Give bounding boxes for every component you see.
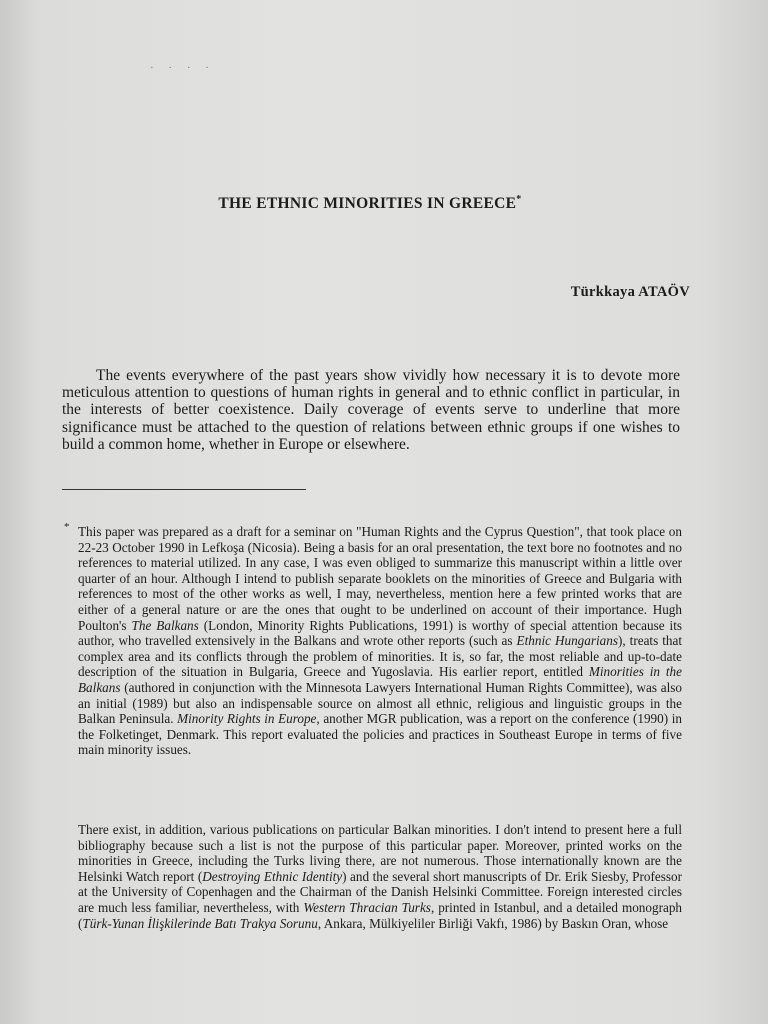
document-title — [60, 194, 680, 213]
fn2-title-destroying-ethnic-identity: Destroying Ethnic Identity — [202, 868, 343, 884]
fn1-title-the-balkans: The Balkans — [131, 617, 199, 633]
footnote-mark: * — [64, 521, 70, 533]
fn1-title-minorities-in-the-balkans: Minorities in the Balkans — [78, 664, 682, 695]
footnote — [62, 521, 682, 758]
fn1-text-1: This paper was prepared as a draft for a seminar on "Human Rights and the Cyprus Question", that took place on 22-23 October 1990 in Lefkoşa (Nicosia). Being a basis for an oral presentation, the text bore no footnotes and no references to material utilized. In any case, I was even obliged to summarize this manuscript within a little over quarter of an hour. Although I intend to publish separate booklets on the minorities of Greece and Bulgaria with references to most of the other works as well, I may, nevertheless, mention here a few printed works that are either of a general nature or are the ones that ought to be underlined on account of their importance. Hugh Poulton's — [78, 524, 682, 633]
fn2-title-western-thracian-turks: Western Thracian Turks — [303, 899, 431, 915]
footnote-paragraph-1 — [78, 524, 682, 758]
footnote-body — [78, 524, 682, 758]
fn1-title-minority-rights-in-europe: Minority Rights in Europe — [177, 711, 317, 727]
intro-text: The events everywhere of the past years show vividly how necessary it is to devote more meticulous attention to questions of human rights in general and to ethnic conflict in particular, in the interests of better coexistence. Daily coverage of events serve to underline that more significance must be attached to the question of relations between ethnic groups if one wishes to build a common home, whether in Europe or elsewhere. — [62, 367, 680, 453]
scan-specks: · · · · — [150, 62, 215, 74]
fn2-text-1: There exist, in addition, various publications on particular Balkan minorities. I don't intend to present here a full bibliography because such a list is not the purpose of this particular paper. Moreover, printed works on the minorities in Greece, including the Turks living there, are not numerous. Those internationally known are the Helsinki Watch report ( — [78, 822, 682, 884]
fn1-text-4: (authored in conjunction with the Minnesota Lawyers International Human Rights Committee), was also an initial (1989) but also an indispensable source on almost all ethnic, religious and linguistic groups in the Balkan Peninsula. — [78, 679, 682, 727]
fn2-title-turk-yunan: Türk-Yunan İlişkilerinde Batı Trakya Sorunu — [82, 915, 318, 931]
fn1-text-2: (London, Minority Rights Publications, 1991) is worthy of special attention because its author, who travelled extensively in the Balkans and wrote other reports (such as — [78, 617, 682, 649]
intro-paragraph — [62, 367, 680, 453]
fn1-title-ethnic-hungarians: Ethnic Hungarians — [516, 633, 618, 649]
fn1-text-5: , another MGR publication, was a report on the conference (1990) in the Folketinget, Denmark. This report evaluated the policies and practices in Southeast Europe in terms of five main minority issues. — [78, 711, 682, 758]
fn2-text-3: , printed in Istanbul, and a detailed monograph ( — [78, 899, 683, 931]
footnote-paragraph-2-block — [78, 822, 682, 931]
footnote-divider — [62, 489, 306, 490]
author-name: Türkkaya ATAÖV — [570, 284, 690, 300]
fn1-text-3: ), treats that complex area and its conflicts through the problem of minorities. It is, so far, the most reliable and up-to-date description of the situation in Bulgaria, Greece and Yugoslavia. His earlier report, entitled — [78, 633, 682, 680]
footnote-paragraph-2 — [78, 822, 682, 931]
title-text: THE ETHNIC MINORITIES IN GREECE — [218, 195, 517, 213]
title-footnote-mark: * — [516, 194, 522, 205]
fn2-text-2: ) and the several short manuscripts of Dr. Erik Siesby, Professor at the University of Copenhagen and the Chairman of the Danish Helsinki Committee. Foreign interested circles are much less familiar, nevertheless, with — [78, 868, 682, 915]
fn2-text-4: , Ankara, Mülkiyeliler Birliği Vakfı, 1986) by Baskın Oran, whose — [317, 915, 669, 931]
